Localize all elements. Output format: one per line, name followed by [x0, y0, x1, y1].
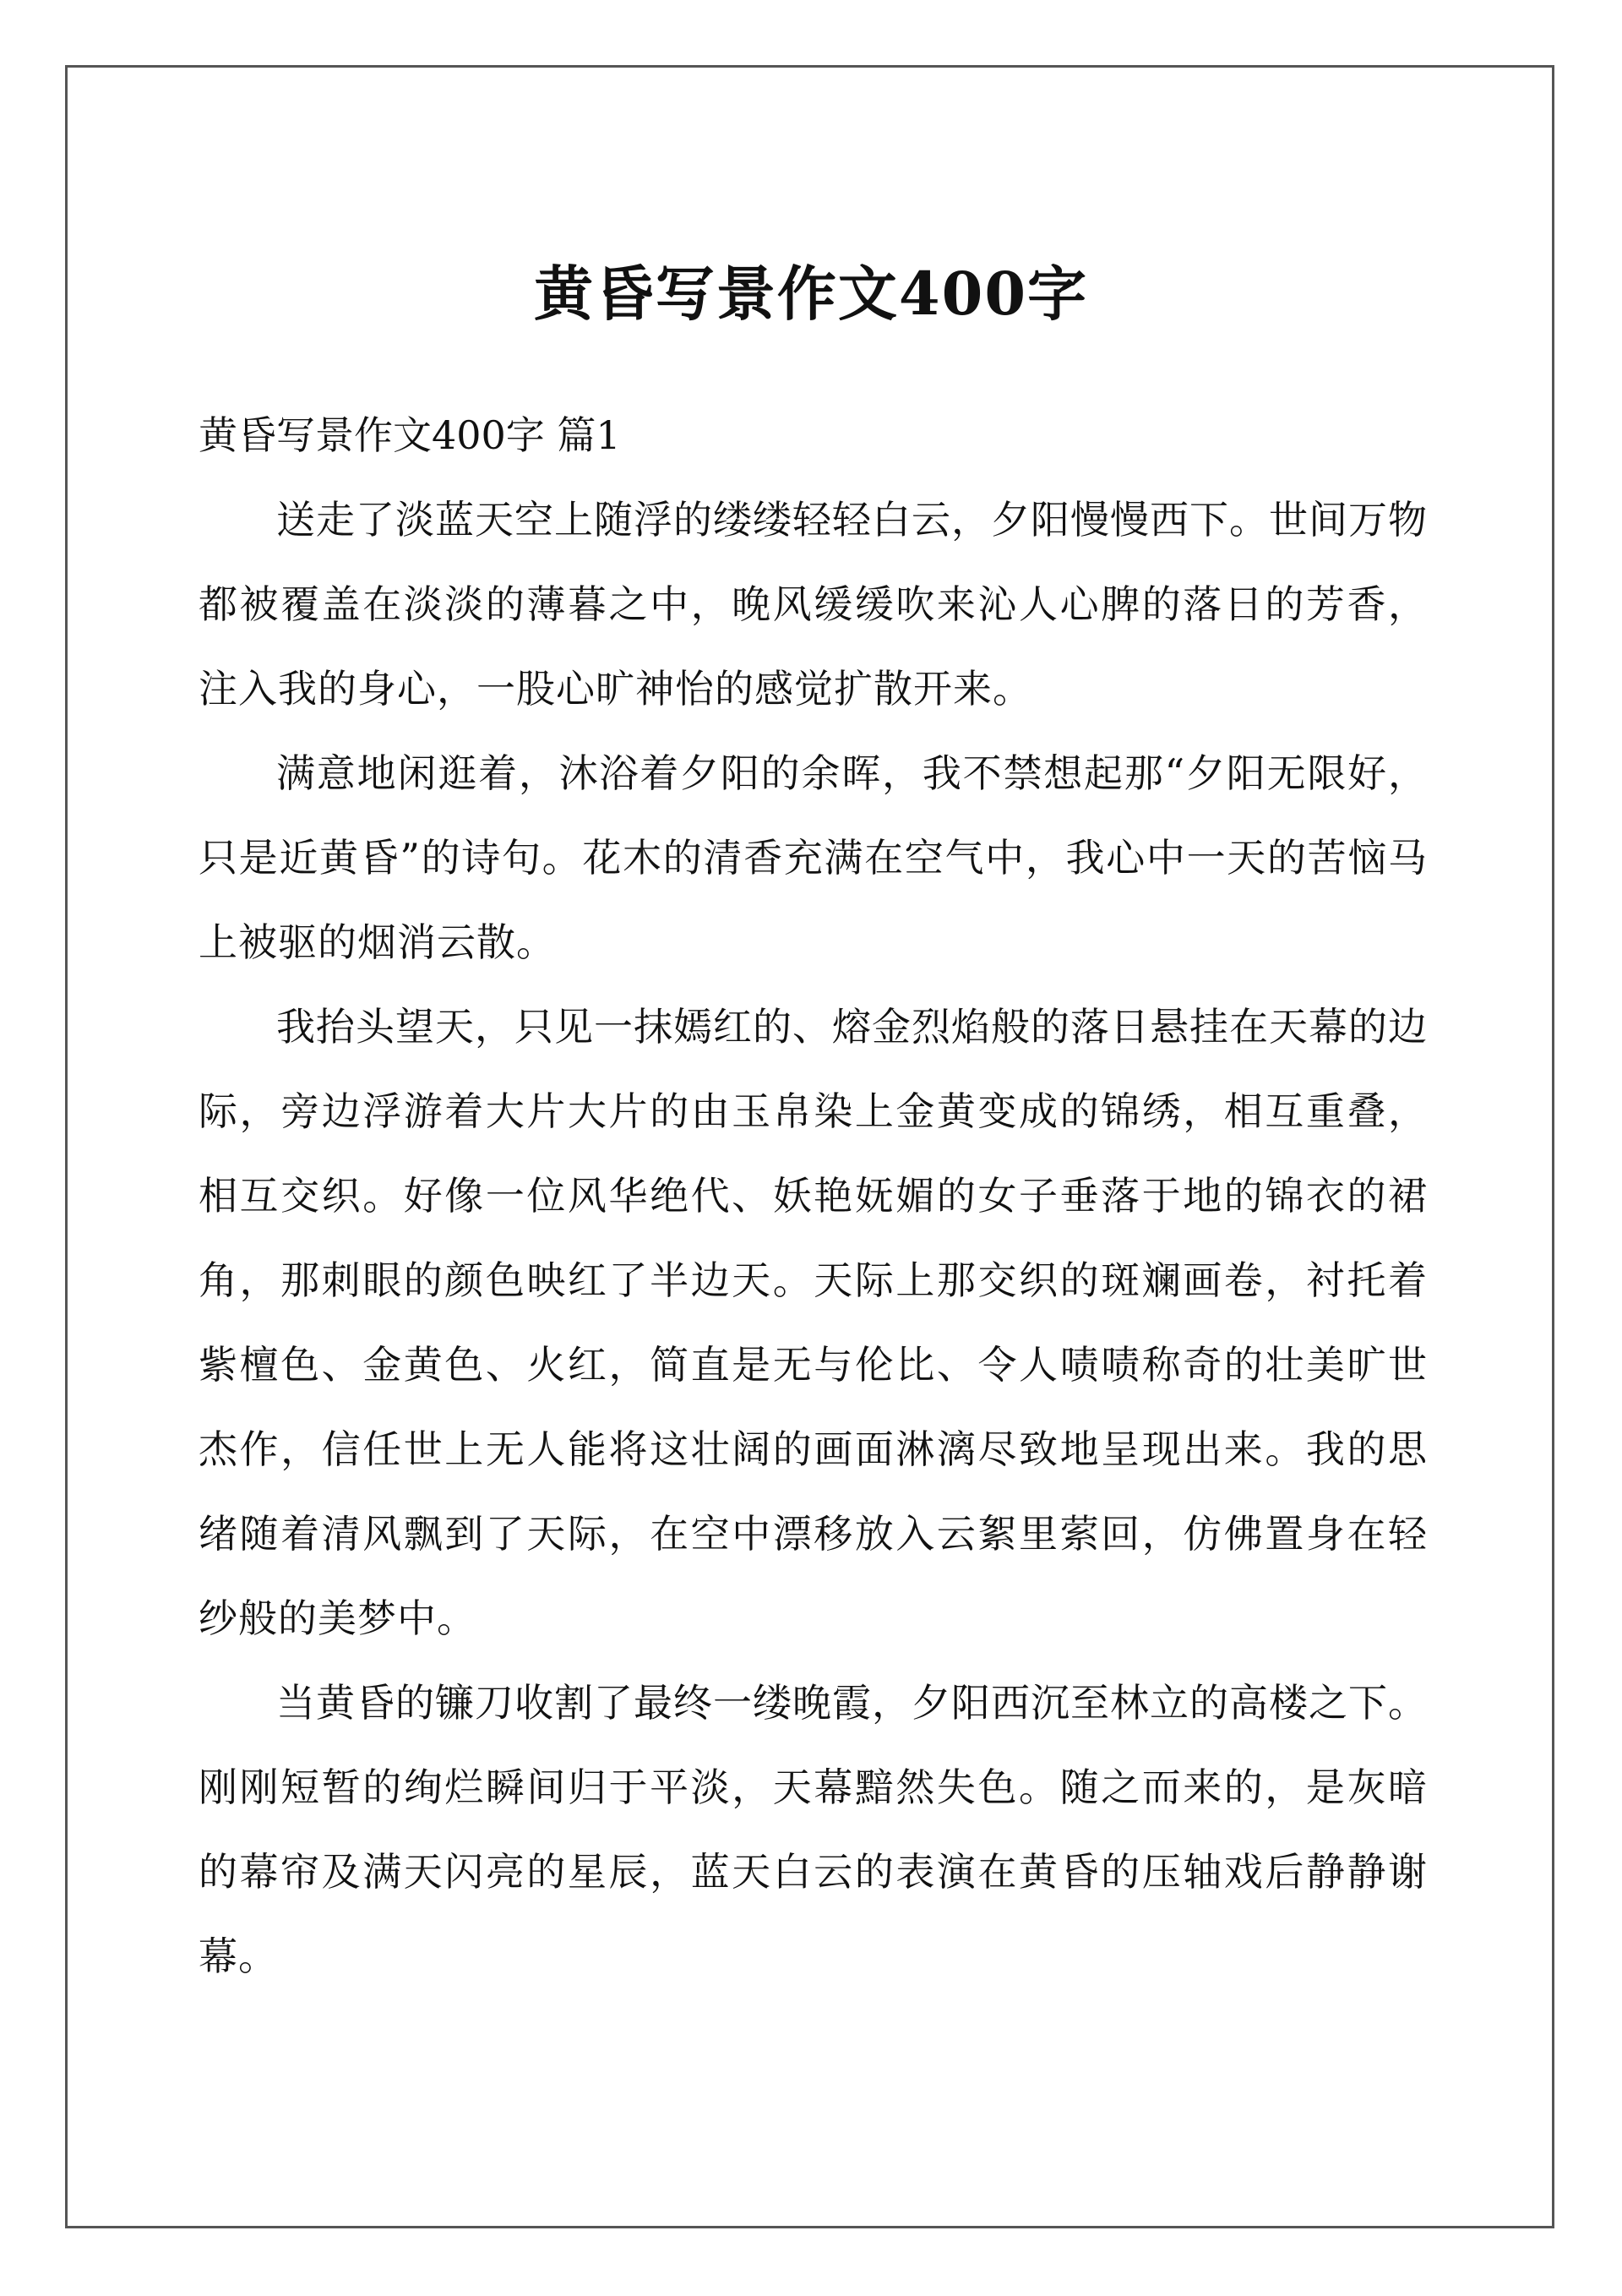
paragraph-1: 送走了淡蓝天空上随浮的缕缕轻轻白云，夕阳慢慢西下。世间万物都被覆盖在淡淡的薄暮之中，晚风缓缓吹来沁人心脾的落日的芳香，注入我的身心，一股心旷神怡的感觉扩散开来。	[199, 497, 1428, 712]
document-title: 黄昏写景作文400字	[533, 259, 1089, 329]
paragraph-3: 我抬头望天，只见一抹嫣红的、熔金烈焰般的落日悬挂在天幕的边际，旁边浮游着大片大片的由玉帛染上金黄变成的锦绣，相互重叠，相互交织。好像一位风华绝代、妖艳妩媚的女子垂落于地的锦衣的裙角，那刺眼的颜色映红了半边天。天际上那交织的斑斓画卷，衬托着紫檀色、金黄色、火红，简直是无与伦比、令人啧啧称奇的壮美旷世杰作，信任世上无人能将这壮阔的画面淋漓尽致地呈现出来。我的思绪随着清风飘到了天际，在空中漂移放入云絮里萦回，仿佛置身在轻纱般的美梦中。	[199, 1004, 1428, 1641]
paragraph-4: 当黄昏的镰刀收割了最终一缕晚霞，夕阳西沉至林立的高楼之下。刚刚短暂的绚烂瞬间归于平淡，天幕黯然失色。随之而来的，是灰暗的幕帘及满天闪亮的星辰，蓝天白云的表演在黄昏的压轴戏后静静谢幕。	[199, 1680, 1428, 1979]
document-body	[199, 393, 1428, 1999]
paragraph-2: 满意地闲逛着，沐浴着夕阳的余晖，我不禁想起那“夕阳无限好，只是近黄昏”的诗句。花木的清香充满在空气中，我心中一天的苦恼马上被驱的烟消云散。	[199, 750, 1428, 965]
section-heading: 黄昏写景作文400字 篇1	[199, 412, 621, 458]
